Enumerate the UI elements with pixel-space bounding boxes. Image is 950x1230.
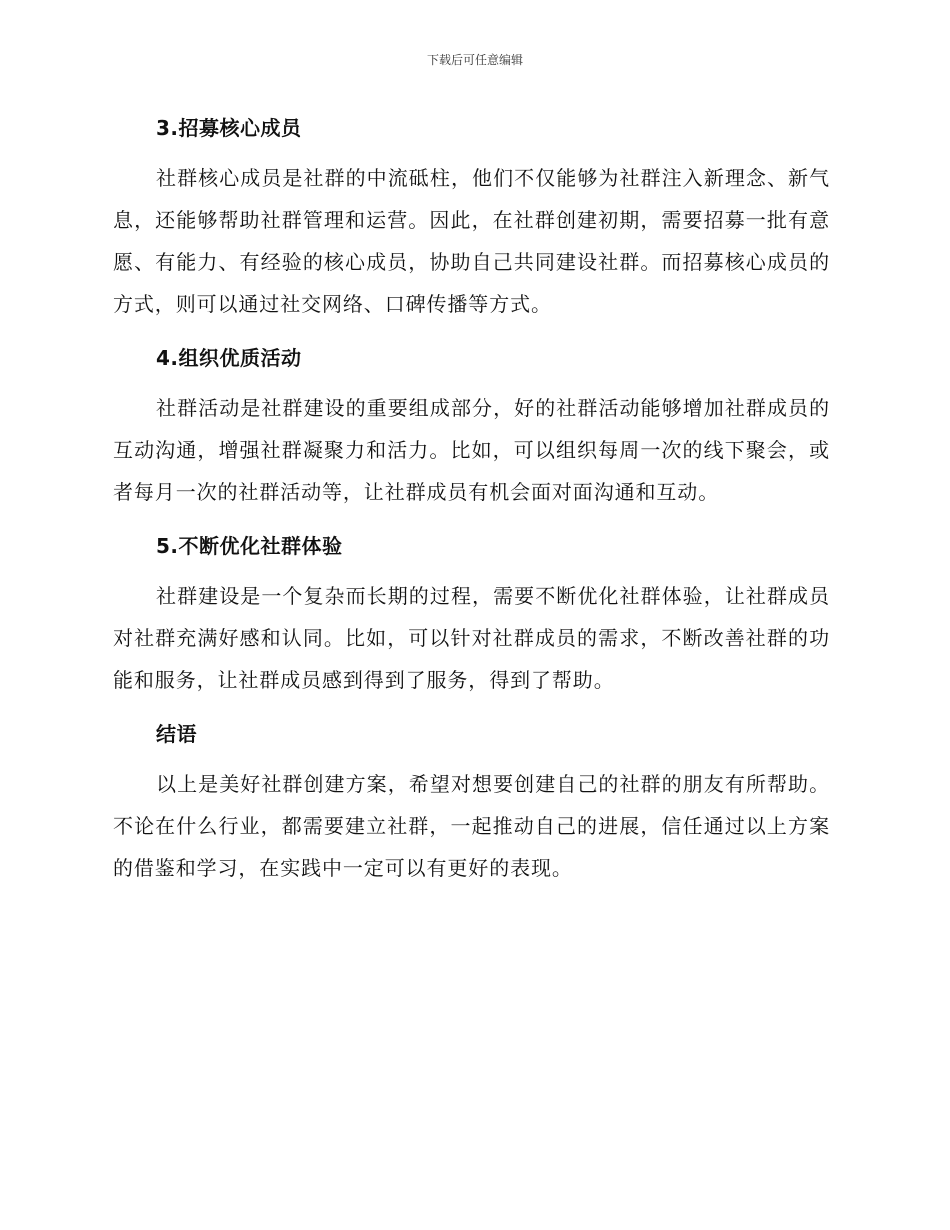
section-paragraph-conclusion: 以上是美好社群创建方案，希望对想要创建自己的社群的朋友有所帮助。不论在什么行业，都需要建立社群，一起推动自己的进展，信任通过以上方案的借鉴和学习，在实践中一定可以有更好的表现。: [113, 772, 830, 880]
section-paragraph-optimize-experience: 社群建设是一个复杂而长期的过程，需要不断优化社群体验，让社群成员对社群充满好感和认同。比如，可以针对社群成员的需求，不断改善社群的功能和服务，让社群成员感到得到了服务，得到了帮助。: [113, 584, 830, 692]
section-heading-organize-activities: 4.组织优质活动: [156, 346, 302, 370]
section-heading-conclusion: 结语: [156, 722, 197, 746]
document-body: [113, 107, 830, 901]
section-paragraph-recruit-core-members: 社群核心成员是社群的中流砥柱，他们不仅能够为社群注入新理念、新气息，还能够帮助社群管理和运营。因此，在社群创建初期，需要招募一批有意愿、有能力、有经验的核心成员，协助自己共同建设社群。而招募核心成员的方式，则可以通过社交网络、口碑传播等方式。: [113, 166, 830, 316]
section-paragraph-organize-activities: 社群活动是社群建设的重要组成部分，好的社群活动能够增加社群成员的互动沟通，增强社群凝聚力和活力。比如，可以组织每周一次的线下聚会，或者每月一次的社群活动等，让社群成员有机会面对面沟通和互动。: [113, 396, 830, 504]
page-header: 下载后可任意编辑: [426, 53, 523, 67]
section-heading-optimize-experience: 5.不断优化社群体验: [156, 534, 343, 558]
section-heading-recruit-core-members: 3.招募核心成员: [156, 116, 302, 140]
